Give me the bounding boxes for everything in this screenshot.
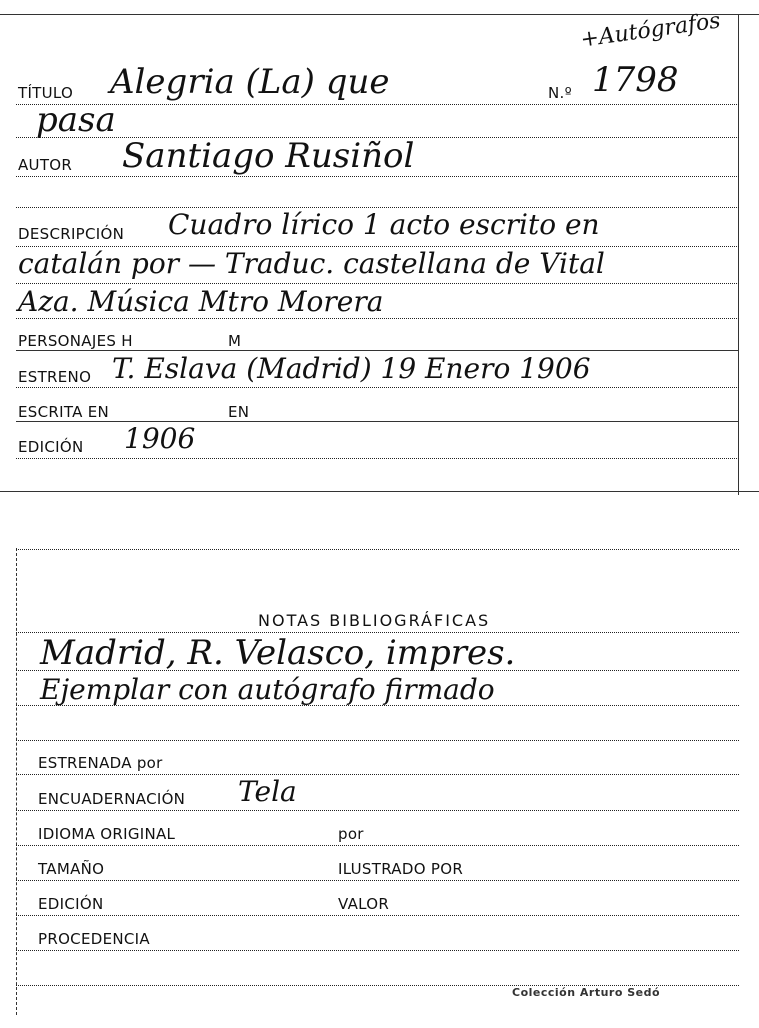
catalog-card-front [0,0,759,495]
edicion-valor-line [16,915,739,916]
autografos-note: +Autógrafos [578,8,723,53]
edicion-value: 1906 [124,422,196,455]
notas-line-3 [16,705,739,706]
descripcion-line-3 [16,318,739,319]
back-top-line [16,549,739,550]
procedencia-line [16,950,739,951]
titulo-value: Alegria (La) que [110,62,390,102]
tamano-label: TAMAÑO [38,860,105,878]
notas-line-4 [16,740,739,741]
numero-value: 1798 [592,60,679,100]
edicion-label: EDICIÓN [18,438,84,456]
card-bottom-border [0,491,759,492]
encuadernacion-label: ENCUADERNACIÓN [38,790,186,808]
valor-label: VALOR [338,895,390,913]
idioma-line [16,845,739,846]
por-label: por [338,825,364,843]
ilustrado-label: ILUSTRADO POR [338,860,464,878]
descripcion-line-2 [16,283,739,284]
back-edicion-label: EDICIÓN [38,895,104,913]
notas-line2: Ejemplar con autógrafo firmado [40,673,495,706]
estrenada-line [16,774,739,775]
encuadernacion-line [16,810,739,811]
card-left-border [16,548,17,1015]
collection-credit: Colección Arturo Sedó [512,986,661,999]
procedencia-label: PROCEDENCIA [38,930,150,948]
descripcion-line2: catalán por — Traduc. castellana de Vital [18,247,605,280]
descripcion-label: DESCRIPCIÓN [18,225,125,243]
personajes-line [16,350,739,351]
autor-value: Santiago Rusiñol [122,136,415,176]
estreno-value: T. Eslava (Madrid) 19 Enero 1906 [112,352,591,385]
card-top-border [0,14,759,15]
personajes-label: PERSONAJES H [18,332,133,350]
notas-line-2 [16,670,739,671]
notas-line1: Madrid, R. Velasco, impres. [40,633,516,673]
autor-line [16,176,739,177]
estreno-line [16,387,739,388]
catalog-card-back [0,545,759,1015]
titulo-line [16,104,739,105]
numero-label: N.º [548,84,572,102]
descripcion-line3: Aza. Música Mtro Morera [18,285,384,318]
notas-heading: NOTAS BIBLIOGRÁFICAS [258,611,491,630]
autor-label: AUTOR [18,156,73,174]
titulo-continuation: pasa [36,100,116,140]
personajes-m-label: M [228,332,242,350]
descripcion-line1: Cuadro lírico 1 acto escrito en [168,208,600,241]
escrita-label: ESCRITA EN [18,403,110,421]
titulo-label: TÍTULO [18,84,74,102]
estreno-label: ESTRENO [18,368,92,386]
en-label: EN [228,403,250,421]
encuadernacion-value: Tela [238,775,297,808]
edicion-line [16,458,739,459]
idioma-label: IDIOMA ORIGINAL [38,825,176,843]
tamano-line [16,880,739,881]
estrenada-label: ESTRENADA por [38,754,163,772]
card-right-border [738,14,739,495]
